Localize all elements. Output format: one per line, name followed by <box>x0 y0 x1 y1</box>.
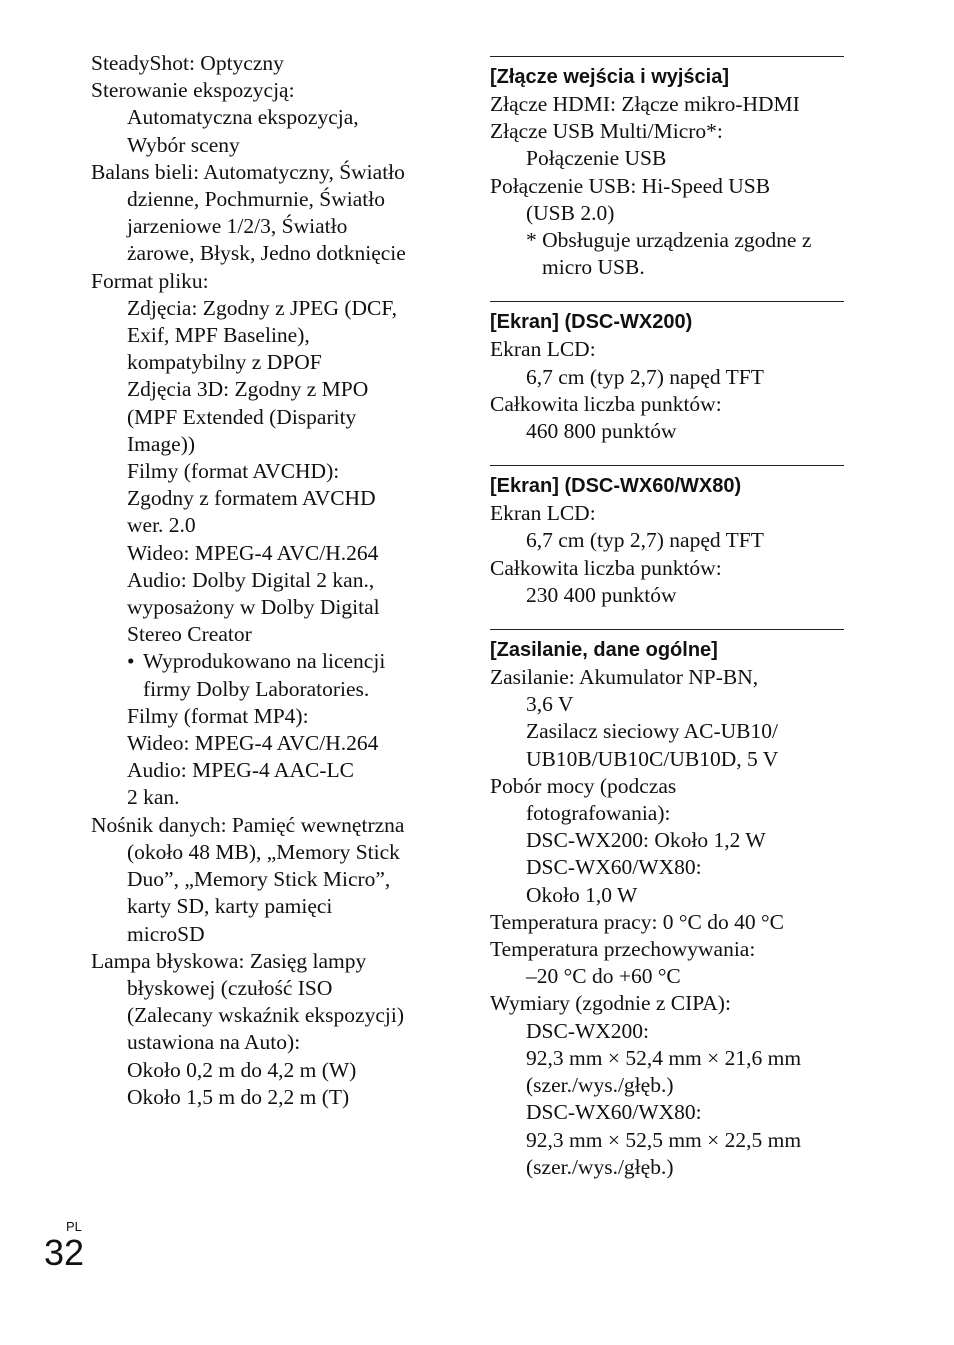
spec-line: Sterowanie ekspozycją: <box>91 78 295 103</box>
spec-line: 6,7 cm (typ 2,7) napęd TFT <box>526 364 764 389</box>
spec-line: Złącze HDMI: Złącze mikro-HDMI <box>490 92 800 116</box>
spec-line: ustawiona na Auto): <box>127 1030 301 1055</box>
section-screen-wx200 <box>490 301 844 445</box>
spec-line: Zdjęcia 3D: Zgodny z MPO <box>127 377 369 402</box>
language-label: PL <box>66 1219 82 1234</box>
page-number: 32 <box>44 1232 85 1273</box>
section-screen-wx60-wx80 <box>490 465 844 609</box>
spec-line: Około 1,5 m do 2,2 m (T) <box>127 1084 350 1109</box>
spec-line: Filmy (format AVCHD): <box>127 459 340 484</box>
spec-line: (około 48 MB), „Memory Stick <box>127 839 400 864</box>
spec-line: Ekran LCD: <box>490 501 596 526</box>
bullet-mark: • <box>127 649 135 674</box>
right-column <box>490 56 844 1181</box>
section-heading: [Ekran] (DSC-WX60/WX80) <box>490 475 742 498</box>
spec-line: błyskowej (czułość ISO <box>127 975 333 1000</box>
spec-line: 92,3 mm × 52,5 mm × 22,5 mm <box>526 1127 802 1152</box>
spec-line: Zgodny z formatem AVCHD <box>127 486 376 511</box>
spec-line: Format pliku: <box>91 268 209 293</box>
spec-line: wyposażony w Dolby Digital <box>127 595 380 620</box>
spec-line: karty SD, karty pamięci <box>127 894 333 919</box>
spec-line: Image)) <box>127 431 196 456</box>
spec-line: Filmy (format MP4): <box>127 703 309 728</box>
spec-line: 92,3 mm × 52,4 mm × 21,6 mm <box>526 1045 802 1070</box>
spec-line: microSD <box>127 921 205 946</box>
spec-line: (USB 2.0) <box>526 200 615 225</box>
section-heading: [Zasilanie, dane ogólne] <box>490 639 718 662</box>
section-power-general <box>490 629 844 1181</box>
spec-line: Ekran LCD: <box>490 337 596 362</box>
spec-line: (szer./wys./głęb.) <box>526 1073 674 1098</box>
spec-line: Wybór sceny <box>127 132 240 157</box>
spec-line: Zasilacz sieciowy AC-UB10/ <box>526 719 778 744</box>
spec-line: Pobór mocy (podczas <box>490 773 677 798</box>
spec-line: Wideo: MPEG-4 AVC/H.264 <box>127 731 379 756</box>
spec-line: UB10B/UB10C/UB10D, 5 V <box>526 746 779 771</box>
spec-line: Wymiary (zgodnie z CIPA): <box>490 991 731 1016</box>
footnote-line: * Obsługuje urządzenia zgodne z <box>526 228 812 253</box>
spec-line: Złącze USB Multi/Micro*: <box>490 119 723 144</box>
spec-line: 6,7 cm (typ 2,7) napęd TFT <box>526 528 764 553</box>
spec-line: wer. 2.0 <box>127 513 196 538</box>
spec-line: Temperatura przechowywania: <box>490 937 756 962</box>
spec-line: Zasilanie: Akumulator NP-BN, <box>490 665 759 690</box>
spec-line: fotografowania): <box>526 801 671 826</box>
spec-line: firmy Dolby Laboratories. <box>143 676 370 701</box>
spec-line: Stereo Creator <box>127 622 252 647</box>
spec-line: (MPF Extended (Disparity <box>127 404 357 429</box>
spec-line: Balans bieli: Automatyczny, Światło <box>91 159 405 184</box>
spec-line: Audio: MPEG-4 AAC-LC <box>127 758 354 783</box>
spec-line: DSC-WX60/WX80: <box>526 1100 702 1125</box>
section-heading: [Ekran] (DSC-WX200) <box>490 311 693 334</box>
spec-line: DSC-WX200: <box>526 1018 650 1043</box>
spec-line: SteadyShot: Optyczny <box>91 51 284 75</box>
footnote-line: micro USB. <box>542 255 645 280</box>
spec-line: Audio: Dolby Digital 2 kan., <box>127 567 375 592</box>
spec-line: Całkowita liczba punktów: <box>490 391 722 416</box>
spec-line: Około 1,0 W <box>526 882 638 907</box>
spec-line: żarowe, Błysk, Jedno dotknięcie <box>127 241 406 266</box>
spec-line: 460 800 punktów <box>526 419 677 444</box>
spec-line: jarzeniowe 1/2/3, Światło <box>127 214 348 239</box>
spec-line: Nośnik danych: Pamięć wewnętrzna <box>91 812 405 837</box>
spec-line: Zdjęcia: Zgodny z JPEG (DCF, <box>127 295 397 320</box>
spec-line: –20 °C do +60 °C <box>526 964 681 989</box>
spec-line: DSC-WX60/WX80: <box>526 855 702 880</box>
spec-line: Wideo: MPEG-4 AVC/H.264 <box>127 540 379 565</box>
spec-line: Temperatura pracy: 0 °C do 40 °C <box>490 909 784 934</box>
spec-line: (Zalecany wskaźnik ekspozycji) <box>127 1003 404 1028</box>
spec-line: 3,6 V <box>526 692 574 717</box>
left-column <box>91 50 456 1111</box>
spec-line: Automatyczna ekspozycja, <box>127 105 359 130</box>
spec-line: 230 400 punktów <box>526 582 677 607</box>
spec-line: Lampa błyskowa: Zasięg lampy <box>91 948 367 973</box>
spec-line: Duo”, „Memory Stick Micro”, <box>127 867 391 892</box>
spec-line: Połączenie USB: Hi-Speed USB <box>490 173 771 198</box>
bullet-note <box>91 648 456 675</box>
spec-line: (szer./wys./głęb.) <box>526 1154 674 1179</box>
section-io-connectors <box>490 56 844 281</box>
section-heading: [Złącze wejścia i wyjścia] <box>490 66 730 88</box>
spec-line: Całkowita liczba punktów: <box>490 555 722 580</box>
spec-line: dzienne, Pochmurnie, Światło <box>127 187 385 212</box>
spec-line: kompatybilny z DPOF <box>127 350 322 375</box>
bullet-text: Wyprodukowano na licencji <box>143 649 386 674</box>
spec-line: Połączenie USB <box>526 146 667 171</box>
spec-line: DSC-WX200: Około 1,2 W <box>526 828 766 853</box>
spec-line: Około 0,2 m do 4,2 m (W) <box>127 1057 357 1082</box>
spec-line: 2 kan. <box>127 785 180 810</box>
spec-line: Exif, MPF Baseline), <box>127 323 310 348</box>
